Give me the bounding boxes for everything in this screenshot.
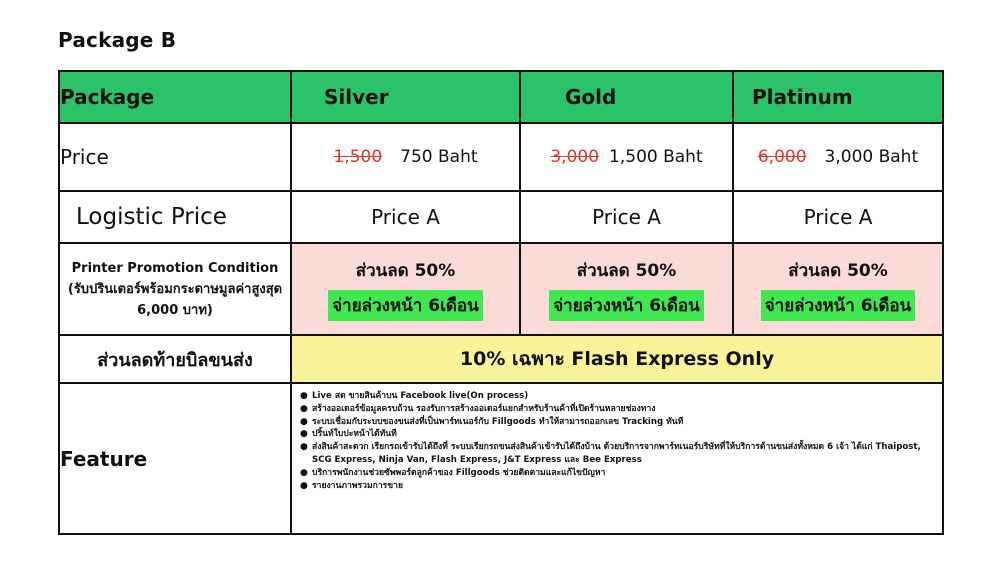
package-table — [58, 70, 944, 535]
list-item — [300, 441, 934, 467]
bullet-icon: ● — [300, 467, 308, 478]
promo-prepay: จ่ายล่วงหน้า 6เดือน — [549, 290, 704, 321]
page-title: Package B — [58, 28, 177, 52]
header-gold: Gold — [520, 71, 733, 123]
promo-silver — [291, 243, 520, 335]
printer-row — [59, 243, 943, 335]
logistic-row — [59, 191, 943, 243]
feature-label: Feature — [59, 383, 291, 534]
bullet-icon: ● — [300, 391, 308, 401]
feature-text: ส่งสินค้าสะดวก เรียกรถเข้ารับได้ถึงที่ ระบบเรียกรถขนส่งสินค้าเข้ารับได้ถึงบ้าน ด้วยบริการจากพาร์ทเนอร์บริษัทที่ให้บริการด้านขนส่งทั้งหมด 6 เจ้า ได้แก่ Thaipost, SCG Express, Ninja Van, Flash Express, J&T Express และ Bee Express — [312, 442, 921, 465]
promo-discount: ส่วนลด 50% — [355, 261, 456, 281]
list-item — [300, 403, 934, 416]
discount-label: ส่วนลดท้ายบิลขนส่ง — [59, 335, 291, 383]
header-platinum: Platinum — [733, 71, 943, 123]
feature-text: รายงานภาพรวมการขาย — [312, 480, 404, 491]
price-gold — [520, 123, 733, 191]
header-package: Package — [59, 71, 291, 123]
feature-text: สร้างออเดอร์ข้อมูลครบถ้วน รองรับการสร้างออเดอร์แยกสำหรับร้านค้าที่เปิดร้านหลายช่องทาง — [312, 403, 656, 414]
bullet-icon: ● — [300, 442, 308, 453]
new-price: 750 Baht — [400, 147, 478, 167]
new-price: 1,500 Baht — [609, 147, 703, 167]
discount-value: 10% เฉพาะ Flash Express Only — [291, 335, 943, 383]
feature-text: Live สด ขายสินค้าบน Facebook live(On process) — [312, 391, 529, 401]
old-price: 3,000 — [550, 147, 600, 167]
list-item — [300, 480, 934, 493]
discount-row — [59, 335, 943, 383]
header-row — [59, 71, 943, 123]
list-item — [300, 390, 934, 403]
logistic-gold: Price A — [520, 191, 733, 243]
list-item — [300, 467, 934, 480]
printer-label: Printer Promotion Condition (รับปรินเตอร์พร้อมกระดาษมูลค่าสูงสุด 6,000 บาท) — [59, 243, 291, 335]
price-platinum — [733, 123, 943, 191]
bullet-icon: ● — [300, 403, 308, 414]
feature-text: ระบบเชื่อมกับระบบของขนส่งที่เป็นพาร์ทเนอร์กับ Fillgoods ทำให้สามารถออกเลข Tracking ทันที — [312, 416, 684, 427]
list-item — [300, 416, 934, 429]
feature-text: ปริ้นท์ใบปะหน้าได้ทันที — [312, 429, 397, 440]
new-price: 3,000 Baht — [824, 147, 919, 167]
old-price: 6,000 — [757, 147, 807, 167]
logistic-label: Logistic Price — [59, 191, 291, 243]
bullet-icon: ● — [300, 429, 308, 440]
logistic-platinum: Price A — [733, 191, 943, 243]
logistic-silver: Price A — [291, 191, 520, 243]
promo-platinum — [733, 243, 943, 335]
feature-list — [300, 390, 934, 492]
promo-discount: ส่วนลด 50% — [788, 261, 888, 281]
price-row — [59, 123, 943, 191]
bullet-icon: ● — [300, 416, 308, 427]
header-silver: Silver — [291, 71, 520, 123]
feature-row — [59, 383, 943, 534]
old-price: 1,500 — [333, 147, 383, 167]
price-silver — [291, 123, 520, 191]
bullet-icon: ● — [300, 480, 308, 491]
promo-discount: ส่วนลด 50% — [576, 261, 677, 281]
feature-text: บริการพนักงานช่วยซัพพอร์ตลูกค้าของ Fillgoods ช่วยติดตามและแก้ไขปัญหา — [312, 467, 606, 478]
list-item — [300, 428, 934, 441]
price-label: Price — [59, 123, 291, 191]
promo-gold — [520, 243, 733, 335]
promo-prepay: จ่ายล่วงหน้า 6เดือน — [328, 290, 483, 321]
feature-list-cell — [291, 383, 943, 534]
promo-prepay: จ่ายล่วงหน้า 6เดือน — [761, 290, 916, 321]
